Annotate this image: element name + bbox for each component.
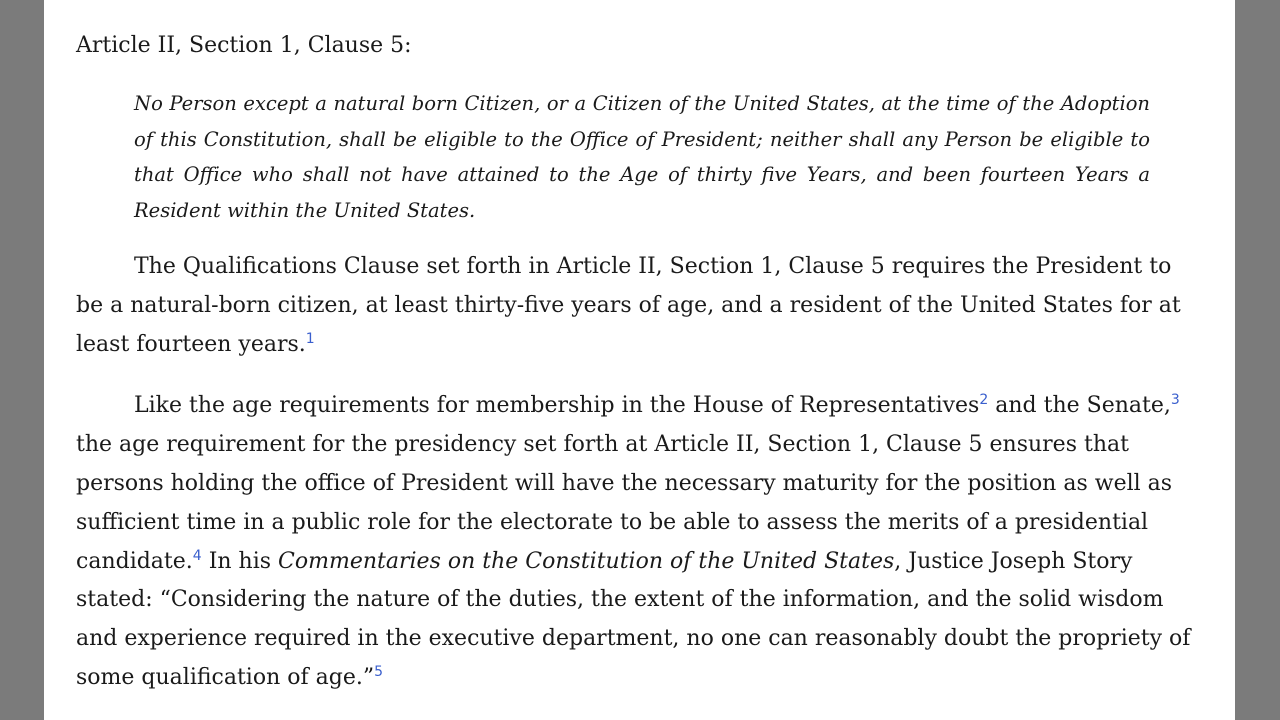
paragraph-qualifications-text: The Qualifications Clause set forth in Article II, Section 1, Clause 5 requires the President to be a natural-born citizen, at least thirty-five years of age, and a resident of the United States for at least fourteen years.: [76, 254, 1181, 357]
clause-heading: Article II, Section 1, Clause 5:: [76, 33, 412, 58]
paragraph-text-segment: , Justice Joseph Story stated: “Considering the nature of the duties, the extent of the information, and the solid wisdom and experience required in the executive department, no one can reasonably doubt the propriety of some qualification of age.”: [76, 548, 1191, 690]
footnote-link-2[interactable]: 2: [979, 392, 989, 409]
footnote-link-4[interactable]: 4: [192, 547, 202, 564]
footnote-link-1[interactable]: 1: [305, 330, 315, 347]
paragraph-text-segment: Like the age requirements for membership in the House of Representatives: [134, 393, 980, 419]
document-content: [76, 28, 1198, 698]
paragraph-age-requirement: [76, 387, 1198, 697]
book-title: Commentaries on the Constitution of the United States: [278, 548, 895, 574]
paragraph-qualifications: [76, 248, 1198, 364]
clause-quote: No Person except a natural born Citizen, or a Citizen of the United States, at the time of the Adoption of this Constitution, shall be eligible to the Office of President; neither shall any Person be eligible to that Office who shall not have attained to the Age of thirty five Years, and been fourteen Years a Resident within the United States.: [134, 92, 1150, 222]
footnote-link-3[interactable]: 3: [1170, 392, 1180, 409]
paragraph-text-segment: In his: [201, 548, 279, 574]
document-page: [44, 0, 1235, 720]
paragraph-text-segment: and the Senate,: [988, 393, 1171, 419]
paragraph-text-segment: the age requirement for the presidency set forth at Article II, Section 1, Clause 5 ensures that persons holding the office of President will have the necessary maturity for the position as well as sufficient time in a public role for the electorate to be able to assess the merits of a presidential candidate.: [76, 432, 1173, 574]
footnote-link-5[interactable]: 5: [374, 663, 384, 680]
